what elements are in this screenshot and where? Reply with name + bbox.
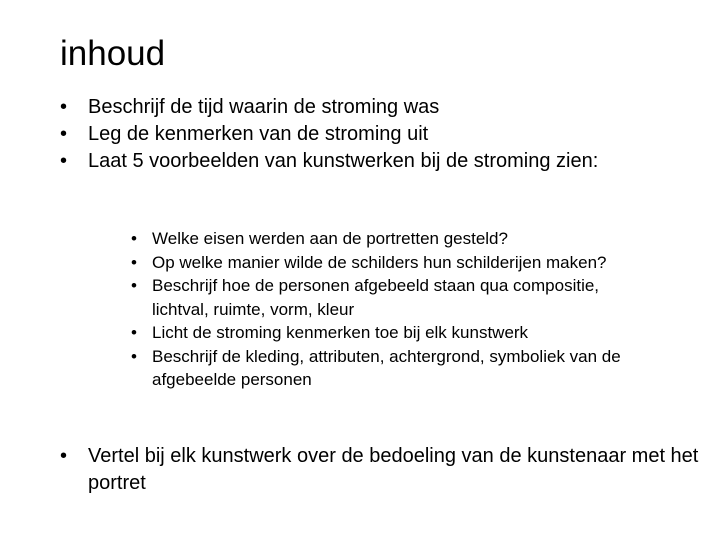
bullet-marker: • (131, 323, 137, 342)
list-item (60, 94, 700, 121)
bullet-marker: • (60, 96, 68, 118)
bullet-marker: • (131, 252, 137, 272)
sub-list-item-text: Welke eisen werden aan de portretten gesteld? (152, 229, 508, 248)
sub-list-item (131, 345, 651, 392)
sub-list-item (131, 251, 651, 275)
sub-list-item-text: Licht de stroming kenmerken toe bij elk kunstwerk (152, 323, 529, 342)
bullet-marker: • (60, 123, 68, 145)
sub-bullet-list (131, 227, 651, 392)
list-item-text: Beschrijf de tijd waarin de stroming was (88, 96, 440, 118)
list-item (60, 121, 700, 148)
list-item-text: Vertel bij elk kunstwerk over de bedoeling van de kunstenaar met het portret (88, 445, 699, 494)
bullet-marker: • (60, 445, 68, 467)
final-bullet-list (60, 443, 700, 497)
sub-list-item-text: Op welke manier wilde de schilders hun schilderijen maken? (152, 252, 607, 272)
bullet-marker: • (60, 150, 68, 172)
list-item (60, 148, 700, 175)
sub-list-item-text: Beschrijf de kleding, attributen, achtergrond, symboliek van de afgebeelde personen (152, 346, 621, 389)
bullet-marker: • (131, 229, 137, 248)
list-item-text: Leg de kenmerken van de stroming uit (88, 123, 429, 145)
bullet-marker: • (131, 346, 137, 366)
sub-list-item (131, 274, 651, 321)
bullet-marker: • (131, 276, 137, 295)
main-bullet-list (60, 94, 700, 175)
sub-list-item (131, 227, 651, 251)
list-item-text: Laat 5 voorbeelden van kunstwerken bij de stroming zien: (88, 150, 599, 172)
sub-list-item (131, 321, 651, 345)
sub-list-item-text: Beschrijf hoe de personen afgebeeld staan qua compositie, lichtval, ruimte, vorm, kleur (152, 276, 600, 319)
slide-title: inhoud (60, 34, 166, 73)
list-item (60, 443, 700, 497)
